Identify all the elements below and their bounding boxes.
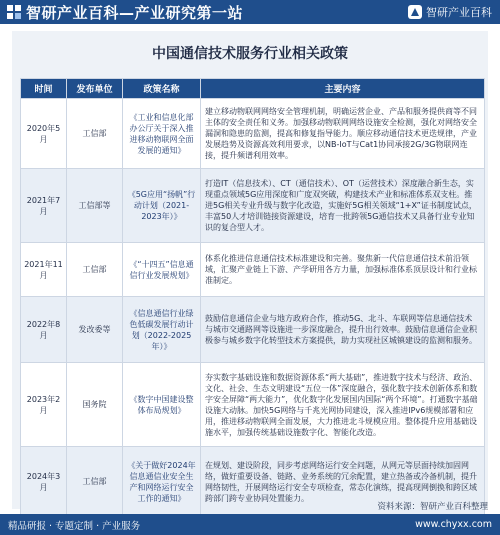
cell-issuer: 工信部等 (67, 169, 123, 243)
table-row (21, 297, 485, 363)
brand-logo-icon (408, 5, 422, 19)
cell-issuer: 发改委等 (67, 297, 123, 363)
column-header-time: 时间 (21, 79, 67, 99)
table-row (21, 99, 485, 169)
grid-icon (6, 4, 22, 20)
cell-time: 2021年7月 (21, 169, 67, 243)
cell-time: 2020年5月 (21, 99, 67, 169)
cell-issuer: 工信部 (67, 99, 123, 169)
cell-policy-name: 《信息通信行业绿色低碳发展行动计划（2022-2025年）》 (123, 297, 201, 363)
brand-name: 智研产业百科 (426, 6, 492, 19)
cell-main-content: 在规划、建设阶段，同步考虑网络运行安全问题，从网元等层面持续加固网络，做好重要设备、链路、业务系统的冗余配置，建立热备或冷备机制，提升网络韧性，开展网络运行安全专项检查，常态化演练，提高现网倒换和跨区域跨部门跨专业协同处置能力。 (201, 447, 485, 517)
table-row (21, 243, 485, 297)
cell-main-content: 建立移动物联网网络安全管理机制，明确运营企业、产品和服务提供商等不同主体的安全责任和义务。加强移动物联网网络设施安全检测，强化对网络安全漏洞和隐患的监测，提高和修复指导能力。顺应移动通信技术更迭规律，产业发展趋势及资源高效利用要求，以NB-IoT与Cat1协同承接2G/3G物联网连接，提升频谱利用效率。 (201, 99, 485, 169)
cell-policy-name: 《关于做好2024年信息通信业安全生产和网络运行安全工作的通知》 (123, 447, 201, 517)
header-bar (0, 0, 500, 24)
cell-time: 2021年11月 (21, 243, 67, 297)
cell-main-content: 体系化推进信息通信技术标准建设和完善。聚焦新一代信息通信技术前沿领域，汇聚产业链上下游、产学研用各方力量，加强标准体系顶层设计和行业标准制定。 (201, 243, 485, 297)
column-header-main-content: 主要内容 (201, 79, 485, 99)
policy-table (20, 78, 485, 517)
table-row (21, 169, 485, 243)
cell-policy-name: 《数字中国建设整体布局规划》 (123, 363, 201, 447)
cell-issuer: 工信部 (67, 243, 123, 297)
cell-policy-name: 《“十四五”信息通信行业发展规划》 (123, 243, 201, 297)
cell-policy-name: 《工业和信息化部办公厅关于深入推进移动物联网全面发展的通知》 (123, 99, 201, 169)
table-header-row (21, 79, 485, 99)
footer-bar (0, 514, 500, 535)
brand-logo[interactable] (408, 4, 492, 20)
column-header-policy-name: 政策名称 (123, 79, 201, 99)
header-title: 智研产业百科—产业研究第一站 (26, 3, 244, 22)
cell-time: 2024年3月 (21, 447, 67, 517)
cell-main-content: 夯实数字基础设施和数据资源体系“两大基础”，推进数字技术与经济、政治、文化、社会、生态文明建设“五位一体”深度融合，强化数字技术创新体系和数字安全屏障“两大能力”，优化数字化发展国内国际“两个环境”。打通数字基础设施大动脉。加快5G网络与千兆光网协同建设，深入推进IPv6规模部署和应用，推进移动物联网全面发展，大力推进北斗规模应用。整体提升应用基础设施水平，加强传统基础设施数字化、智能化改造。 (201, 363, 485, 447)
table-row (21, 363, 485, 447)
column-header-issuer: 发布单位 (67, 79, 123, 99)
cell-main-content: 鼓励信息通信企业与地方政府合作，推动5G、北斗、车联网等信息通信技术与城市交通路网等设施进一步深度融合，提升出行效率。鼓励信息通信企业积极参与城乡数字化转型技术方案提供，助力实现社区城镇建设的监测和服务。 (201, 297, 485, 363)
source-note: 资料来源：智研产业百科整理 (377, 502, 488, 512)
footer-website-link[interactable]: www.chyxx.com (415, 519, 492, 530)
document-title: 中国通信技术服务行业相关政策 (152, 46, 348, 62)
cell-main-content: 打造IT（信息技术）、CT（通信技术）、OT（运营技术）深度融合新生态，实现重点领域5G应用深度和广度双突破，构建技术产业和标准体系双支柱。推进5G相关专业升级与数字化改造，实施好5G相关领域“1+X”证书制度试点，丰富50人才培训链接资源建设，培育一批跨领5G通信技术又具备行业专业知识的复合型人才。 (201, 169, 485, 243)
cell-issuer: 国务院 (67, 363, 123, 447)
cell-issuer: 工信部 (67, 447, 123, 517)
cell-time: 2023年2月 (21, 363, 67, 447)
footer-services: 精品研报 · 专题定制 · 产业服务 (8, 520, 141, 532)
cell-time: 2022年8月 (21, 297, 67, 363)
cell-policy-name: 《5G应用“扬帆”行动计划（2021-2023年）》 (123, 169, 201, 243)
